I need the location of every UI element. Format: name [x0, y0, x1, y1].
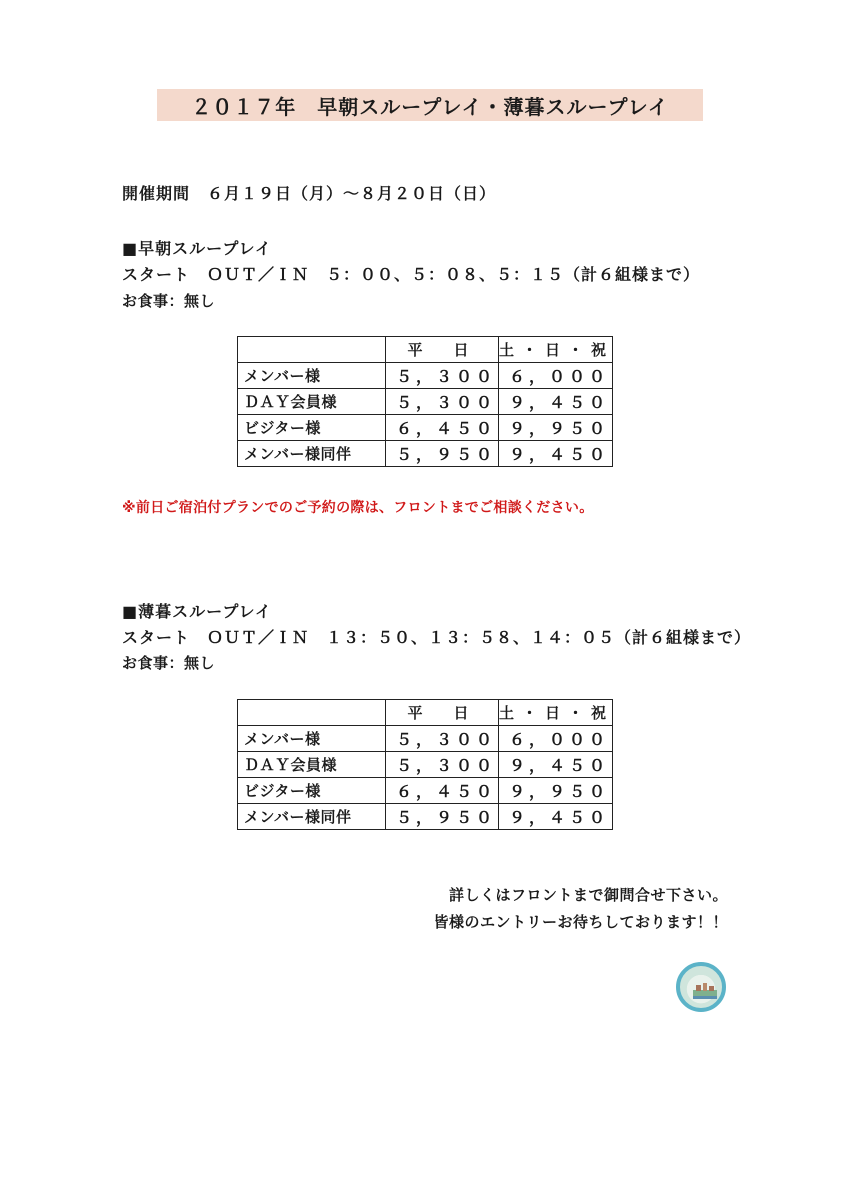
event-period: 開催期間 ６月１９日（月）～８月２０日（日） — [122, 184, 497, 203]
evening-price-table — [237, 699, 613, 830]
table-row — [238, 415, 613, 441]
row-label: ＤＡＹ会員様 — [238, 752, 386, 778]
holiday-price: ９，４５０ — [499, 389, 613, 415]
table-header-holiday: 土・日・祝 — [499, 700, 613, 726]
holiday-price: ９，４５０ — [499, 752, 613, 778]
table-header-empty — [238, 700, 386, 726]
weekday-price: ６，４５０ — [386, 415, 499, 441]
golf-club-logo-icon — [676, 962, 726, 1012]
morning-heading: ■早朝スループレイ — [122, 239, 272, 258]
table-row — [238, 441, 613, 467]
evening-meal: お食事：無し — [122, 654, 216, 672]
row-label: ビジター様 — [238, 778, 386, 804]
morning-meal: お食事：無し — [122, 292, 216, 310]
booking-note: ※前日ご宿泊付プランでのご予約の際は、フロントまでご相談ください。 — [122, 500, 594, 516]
table-row — [238, 726, 613, 752]
table-header-weekday: 平 日 — [386, 337, 499, 363]
holiday-price: ９，９５０ — [499, 778, 613, 804]
table-header-holiday: 土・日・祝 — [499, 337, 613, 363]
row-label: ビジター様 — [238, 415, 386, 441]
table-header-weekday: 平 日 — [386, 700, 499, 726]
weekday-price: ６，４５０ — [386, 778, 499, 804]
row-label: メンバー様 — [238, 726, 386, 752]
table-row — [238, 752, 613, 778]
morning-start-times: スタート ＯＵＴ／ＩＮ ５：００、５：０８、５：１５（計６組様まで） — [122, 265, 701, 284]
table-row — [238, 804, 613, 830]
weekday-price: ５，９５０ — [386, 441, 499, 467]
weekday-price: ５，３００ — [386, 752, 499, 778]
closing-line-2: 皆様のエントリーお待ちしております！！ — [433, 913, 728, 931]
table-row — [238, 363, 613, 389]
table-row — [238, 778, 613, 804]
row-label: メンバー様同伴 — [238, 441, 386, 467]
row-label: メンバー様同伴 — [238, 804, 386, 830]
table-header-row — [238, 337, 613, 363]
weekday-price: ５，３００ — [386, 389, 499, 415]
row-label: ＤＡＹ会員様 — [238, 389, 386, 415]
morning-price-table — [237, 336, 613, 467]
closing-line-1: 詳しくはフロントまで御問合せ下さい。 — [448, 886, 728, 904]
holiday-price: ６，０００ — [499, 726, 613, 752]
holiday-price: ９，９５０ — [499, 415, 613, 441]
page-title: ２０１７年 早朝スループレイ・薄暮スループレイ — [157, 89, 703, 121]
row-label: メンバー様 — [238, 363, 386, 389]
holiday-price: ９，４５０ — [499, 441, 613, 467]
weekday-price: ５，３００ — [386, 363, 499, 389]
table-header-empty — [238, 337, 386, 363]
table-header-row — [238, 700, 613, 726]
table-row — [238, 389, 613, 415]
holiday-price: ９，４５０ — [499, 804, 613, 830]
evening-heading: ■薄暮スループレイ — [122, 602, 272, 621]
weekday-price: ５，３００ — [386, 726, 499, 752]
holiday-price: ６，０００ — [499, 363, 613, 389]
weekday-price: ５，９５０ — [386, 804, 499, 830]
evening-start-times: スタート ＯＵＴ／ＩＮ １３：５０、１３：５８、１４：０５（計６組様まで） — [122, 628, 752, 647]
